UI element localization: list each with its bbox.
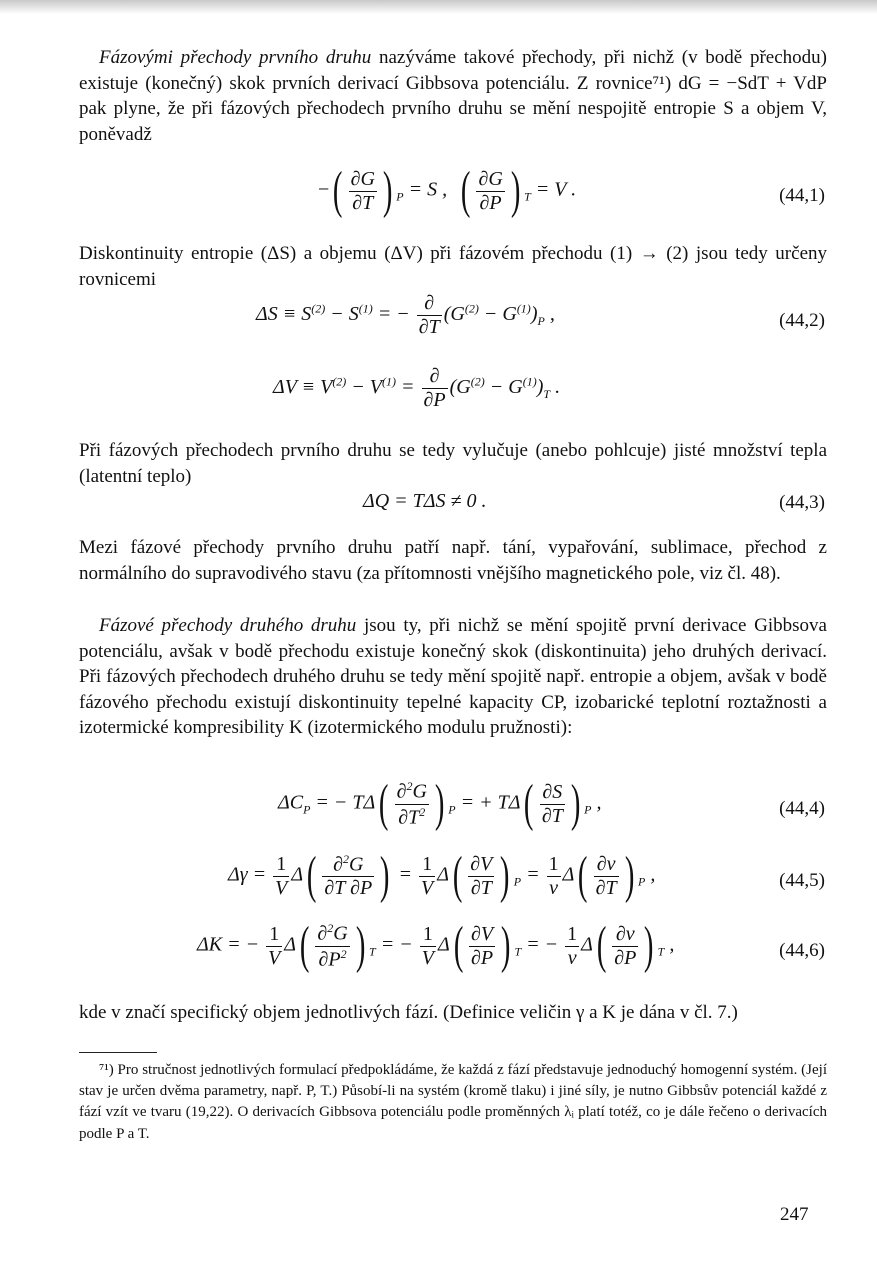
- equation-44-5: [0, 847, 877, 912]
- equation-44-2-body: $\Delta S \equiv S^{(2)} - S^{(1)}$ = − $\frac{\partial}{\partial T}$ $(G^{(2)} - G^{(1)})_P$ ,: [256, 292, 555, 338]
- footnote-rule: [79, 1052, 157, 1053]
- equation-44-1-rhs2: = V .: [535, 178, 577, 201]
- page-number: 247: [780, 1204, 809, 1225]
- paragraph-specific-volume: kde v značí specifický objem jednotlivých fází. (Definice veličin γ a K je dána v čl. 7.): [79, 1002, 738, 1023]
- equation-number: (44,2): [779, 310, 825, 331]
- equation-44-4: [0, 775, 877, 840]
- equation-44-2-volume: [0, 365, 877, 421]
- equation-number: (44,4): [779, 798, 825, 819]
- equation-number: (44,3): [779, 492, 825, 513]
- term-first-order: Fázovými přechody prvního druhu: [99, 47, 372, 68]
- paragraph-first-order: [79, 45, 827, 147]
- equation-44-3-body: ΔQ = TΔS ≠ 0 .: [363, 490, 487, 512]
- equation-44-1: [0, 162, 877, 225]
- paragraph-latent-heat: Při fázových přechodech prvního druhu se tedy vylučuje (anebo pohlcuje) jisté množství tepla (latentní teplo): [79, 440, 827, 487]
- equation-44-1-rhs1: = S ,: [408, 178, 448, 201]
- equation-44-3: [0, 490, 877, 520]
- equation-44-5-body: Δγ = $\frac{1}{V}$ Δ( $\frac{\partial^2G}{\partial T \partial P}$ ) = $\frac{1}{V}$ Δ( $\frac{\partial V}{\partial T}$ ) $_P$ = $\frac{1}{v}$ Δ( $\frac{\partial v}{\partial T}$ ) $_P$ ,: [228, 847, 656, 904]
- paragraph-examples: Mezi fázové přechody prvního druhu patří např. tání, vypařování, sublimace, přechod z normálního do supravodivého stavu (za přítomnosti vnějšího magnetického pole, viz čl. 48).: [79, 537, 827, 584]
- equation-number: (44,6): [779, 940, 825, 961]
- equation-44-2: [0, 292, 877, 348]
- equation-44-6: [0, 917, 877, 982]
- term-second-order: Fázové přechody druhého druhu: [99, 615, 357, 636]
- paragraph-discontinuities: Diskontinuity entropie (ΔS) a objemu (ΔV) při fázovém přechodu (1) → (2) jsou tedy určeny rovnicemi: [79, 243, 827, 290]
- equation-number: (44,1): [779, 185, 825, 206]
- equation-44-1-body: −( $\frac{\partial G}{\partial T}$ ) $_P$ = S , ( $\frac{\partial G}{\partial P}$ ) $_T$ = V .: [318, 162, 577, 219]
- footnote-71: ⁷¹) Pro stručnost jednotlivých formulací předpokládáme, že každá z fází představuje jednoduchý homogenní systém. (Její stav je určen dvěma parametry, např. P, T.) Působí-li na systém (kromě tlaku) i jiné síly, je nutno Gibbsův potenciál každé z fází vzít ve tvaru (19,22). O derivacích Gibbsova potenciálu podle proměnných λᵢ platí totéž, co je dále řečeno o derivacích podle P a T.: [79, 1062, 827, 1142]
- paragraph-second-order: [79, 613, 827, 741]
- equation-44-6-body: ΔK = − $\frac{1}{V}$ Δ( $\frac{\partial^2G}{\partial P^2}$ ) $_T$ = − $\frac{1}{V}$ Δ( $\frac{\partial V}{\partial P}$ ) $_T$ = − $\frac{1}{v}$ Δ( $\frac{\partial v}{\partial P}$ ) $_T$ ,: [197, 917, 675, 974]
- paragraph-first-order-text: nazýváme takové přechody, při nichž (v bodě přechodu) existuje (konečný) skok prvních derivací Gibbsova potenciálu. Z rovnice⁷¹) dG = −SdT + VdP pak plyne, že při fázových přechodech prvního druhu se mění nespojitě entropie S a objem V, poněvadž: [79, 47, 827, 145]
- paragraph-second-order-text: jsou ty, při nichž se mění spojitě první derivace Gibbsova potenciálu, avšak v bodě přechodu existuje konečný skok (diskontinuita) jeho druhých derivací. Při fázových přechodech druhého druhu se tedy mění spojitě např. entropie a objem, avšak v bodě fázového přechodu existují diskontinuity tepelné kapacity CP, izobarické teplotní roztažnosti a izotermické kompresibility K (izotermického modulu pružnosti):: [79, 615, 827, 739]
- equation-44-2-volume-body: $\Delta V \equiv V^{(2)} - V^{(1)}$ = $\frac{\partial}{\partial P}$ $(G^{(2)} - G^{(1)})_T$ .: [273, 365, 561, 411]
- scan-edge-shadow: [0, 0, 877, 14]
- equation-number: (44,5): [779, 870, 825, 891]
- equation-44-4-body: $\Delta C_P$ = − TΔ( $\frac{\partial^2G}{\partial T^2}$ ) $_P$ = + TΔ( $\frac{\partial S}{\partial T}$ ) $_P$ ,: [278, 775, 602, 832]
